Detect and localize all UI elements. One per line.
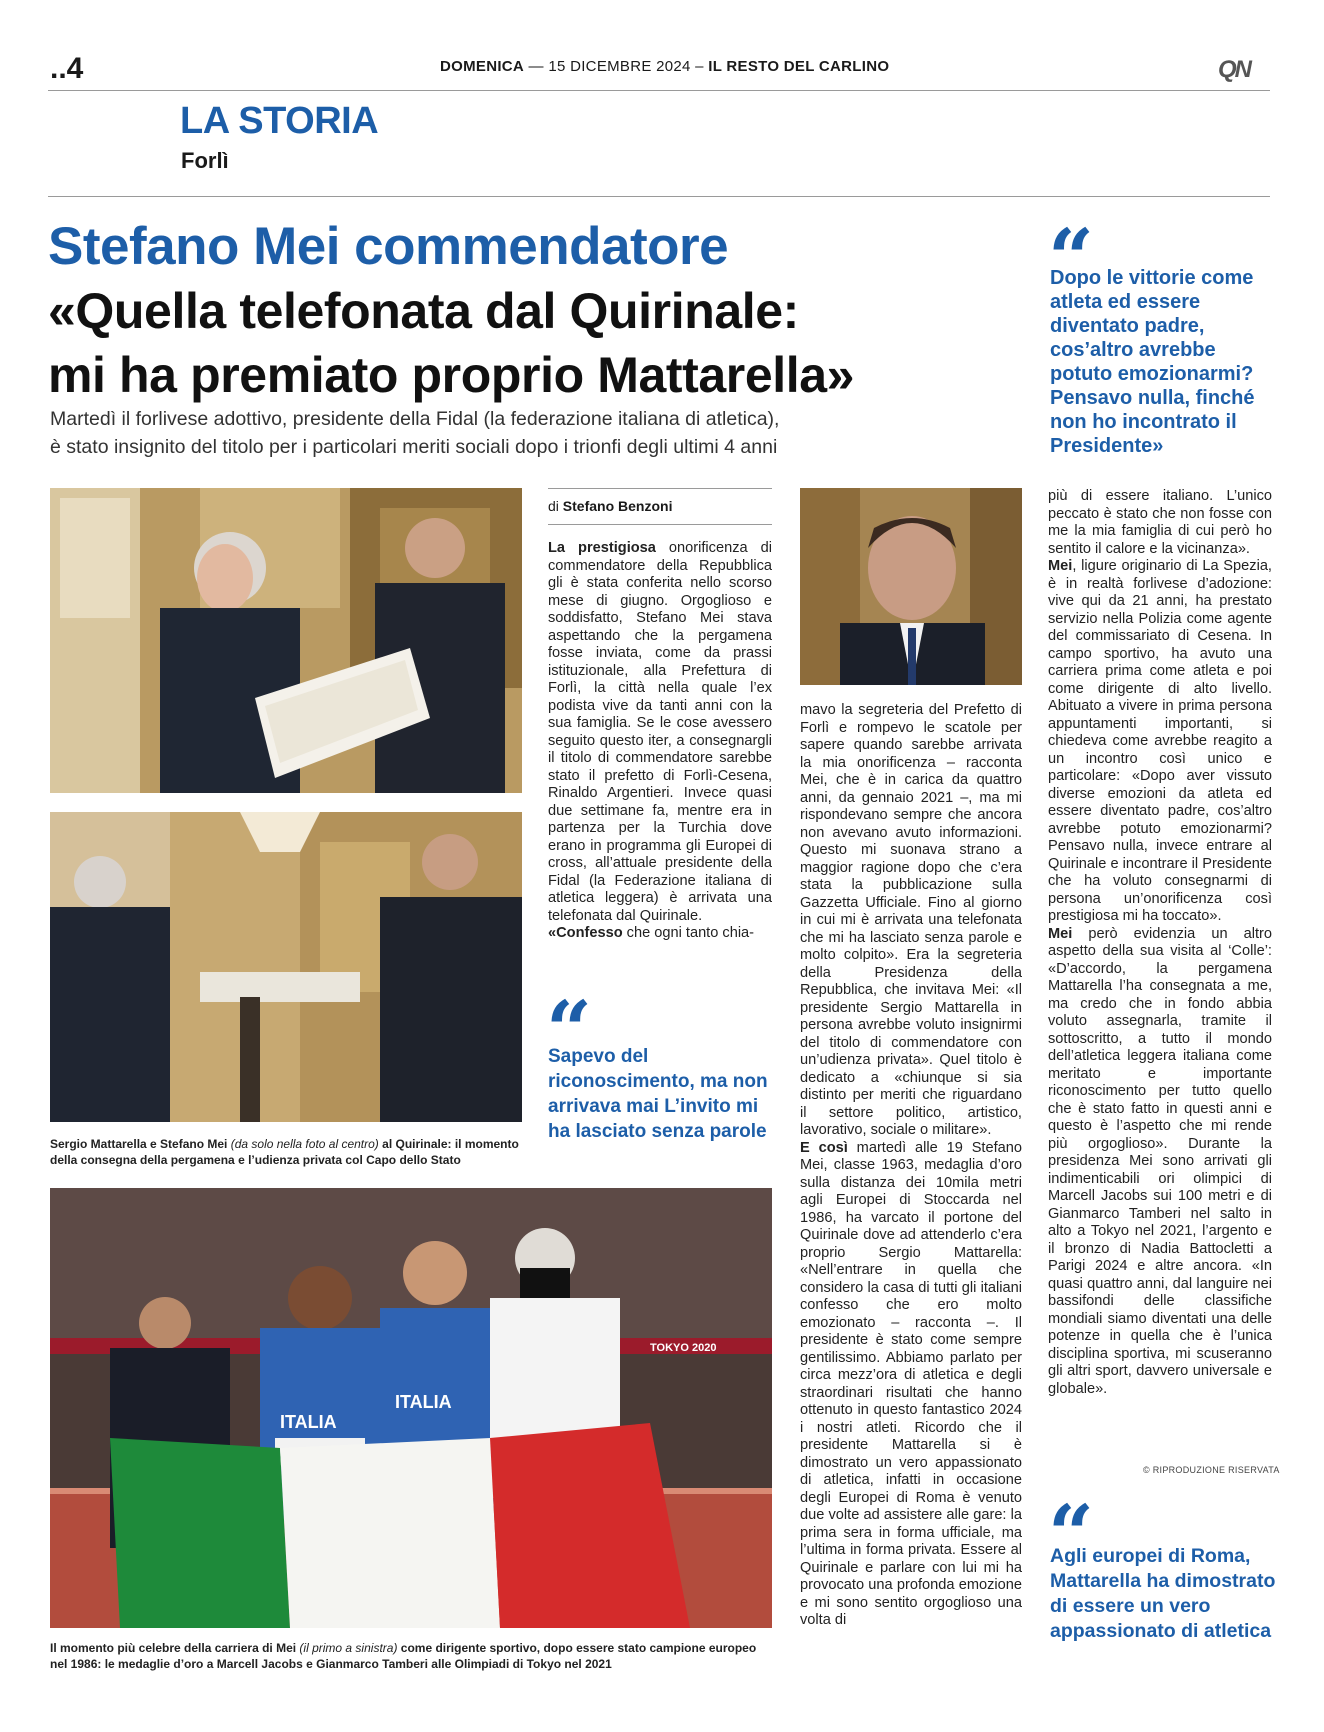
masthead-dash: – [695,58,704,75]
masthead-date: 15 DICEMBRE 2024 [548,58,691,75]
subheadline-line-2: è stato insignito del titolo per i particolari meriti sociali dopo i trionfi degli ultimi 4 anni [50,436,778,458]
quote-mark-icon [1048,1494,1094,1540]
copyright-notice: © RIPRODUZIONE RISERVATA [1143,1465,1280,1475]
photo-portrait-mei [800,488,1022,685]
col1-lead-2: «Confesso [548,925,623,941]
pull-quote-3: Agli europei di Roma, Mattarella ha dimostrato di essere un vero appassionato di atletica [1050,1545,1276,1642]
caption-2-part-b: (il primo a sinistra) [299,1641,398,1655]
byline-author: Stefano Benzoni [562,498,673,514]
caption-1-part-b: (da solo nella foto al centro) [230,1137,379,1151]
photo-caption-1 [50,1136,530,1168]
caption-1-part-c: al Quirinale: il momento della consegna della pergamena e l’udienza privata col Capo dello Stato [50,1137,519,1167]
article-column-3 [1048,488,1272,1398]
headline-line-1: «Quella telefonata dal Quirinale: [48,283,799,339]
caption-2-part-c: come dirigente sportivo, dopo essere stato campione europeo nel 1986: le medaglie d’oro a Marcell Jacobs e Gianmarco Tamberi alle Olimpiadi di Tokyo nel 2021 [50,1641,757,1671]
byline-rule-bottom [548,524,772,525]
section-place: Forlì [181,148,229,173]
byline-prefix: di [548,498,559,514]
col3-lead-2: Mei [1048,925,1073,942]
section-title: LA STORIA [180,100,379,142]
masthead-day: DOMENICA [440,58,525,75]
col3-text-2: , ligure originario di La Spezia, è in realtà forlivese d’adozione: vive qui da 21 anni, ha prestato servizio nella Polizia come agente del commissariato di Cesena. In campo sportivo, ha avuto una carriera prima come atleta e poi come dirigente di alto livello. Abituato a vivere in prima persona appuntamenti importanti, si chiedeva come avrebbe reagito a un incontro così unico e particolare: «Dopo aver vissuto diverse emozioni da atleta ed essere diventato padre, cos’altro avrebbe potuto emozionarmi? Pensavo nulla, invece entrare al Quirinale e incontrare il Presidente che ha voluto consegnarmi di persona un’onorificenza così prestigiosa mi ha toccato». [1048,558,1272,924]
caption-2-part-a: Il momento più celebre della carriera di Mei [50,1641,300,1655]
col3-text-3: però evidenzia un altro aspetto della sua visita al ‘Colle’: «D’accordo, la pergamena Mattarella l’ha consegnata a me, ma credo che in fondo abbia voluto assegnarla, tramite il sottoscritto, a tutto il mondo dell’atletica leggera italiana come meritato e importante riconoscimento per tutto quello che è stato fatto in questi anni e questo è l’aspetto che mi rende più orgoglioso». Durante la presidenza Mei sono arrivati gli indimenticabili ori olimpici di Marcell Jacobs sui 100 metri e di Gianmarco Tamberi nel salto in alto a Tokyo nel 2021, l’argento e il bronzo di Nadia Battocletti a Parigi 2024 e altre ancora. «In quasi quattro anni, dal languire nei bassifondi delle classifiche mondiali siamo diventati una delle potenze in quella che è l’unica disciplina sportiva, mi scuseranno gli altri sport, davvero universale e globale». [1048,925,1272,1397]
photo-parchment-handover [50,488,522,793]
headline-line-2: mi ha premiato proprio Mattarella» [48,347,855,403]
page-number: ..4 [50,52,84,85]
col3-text: più di essere italiano. L’unico peccato è stato che non fosse con me la mia famiglia di cui però ho sentito il calore e la vicinanza». [1048,488,1272,557]
col2-lead: E così [800,1139,848,1156]
byline-rule [548,488,772,489]
byline [548,498,772,514]
quote-mark-icon [1048,218,1094,264]
article-column-1 [548,540,772,943]
jersey-text-2: ITALIA [395,1392,452,1412]
header-rule [48,90,1270,91]
masthead [440,58,889,75]
photo-caption-2 [50,1640,772,1672]
photo-private-audience [50,812,522,1122]
col1-lead: La prestigiosa [548,540,656,556]
masthead-separator: — [528,58,544,75]
headline-kicker: Stefano Mei commendatore [48,217,729,276]
photo-tokyo-2020-celebration [50,1188,772,1628]
section-rule [48,196,1270,197]
subheadline-line-1: Martedì il forlivese adottivo, presidente della Fidal (la federazione italiana di atletica), [50,408,780,430]
quote-mark-icon [546,990,592,1036]
article-column-2 [800,702,1022,1630]
col1-text-2: che ogni tanto chia- [622,925,755,941]
col2-text: mavo la segreteria del Prefetto di Forlì e rompevo le scatole per sapere quando sarebbe arrivata la mia onorificenza – racconta Mei, che è in carica da quattro anni, da gennaio 2021 –, ma mi rispondevano sempre che ancora non avevano avuto informazioni. Questo mi suonava strano a maggior ragione dopo che c’era stata la pubblicazione sulla Gazzetta Ufficiale. Fino al giorno in cui mi è arrivata una telefonata che mi ha lasciato senza parole e molto colpito». Era la segreteria della Presidenza della Repubblica, che invitava Mei: «Il presidente Sergio Mattarella in persona avrebbe voluto insignirmi del titolo di commendatore con un’udienza privata». Quel titolo è dedicato a «chiunque si sia distinto per meriti che riguardano il settore politico, artistico, lavorativo, sociale o militare». [800,702,1022,1138]
col3-lead: Mei [1048,558,1073,574]
col1-text: onorificenza di commendatore della Repubblica gli è stata conferita nello scorso mese di giugno. Orgoglioso e soddisfatto, Stefano Mei stava aspettando che la pergamena fosse inviata, come da prassi istituzionale, alla Prefettura di Forlì, la città nella quale l’ex podista vive da tanti anni con la sua famiglia. Se le cose avessero seguito questo iter, a consegnargli il titolo di commendatore sarebbe stato il prefetto di Forlì-Cesena, Rinaldo Argentieri. Invece quasi due settimane fa, mentre era in partenza per la Turchia dove erano in programma gli Europei di cross, all’attuale presidente della Fidal (la Federazione italiana di atletica leggera) è arrivata una telefonata dal Quirinale. [548,540,772,924]
pull-quote-2: Sapevo del riconoscimento, ma non arrivava mai L’invito mi ha lasciato senza parole [548,1046,768,1142]
pull-quote-1: Dopo le vittorie come atleta ed essere diventato padre, cos’altro avrebbe potuto emozionarmi? Pensavo nulla, finché non ho incontrato il Presidente» [1050,267,1255,457]
qn-logo: QN [1218,56,1250,83]
jersey-text-1: ITALIA [280,1412,337,1432]
masthead-newspaper: IL RESTO DEL CARLINO [708,58,890,75]
col2-text-2: martedì alle 19 Stefano Mei, classe 1963, medaglia d’oro sulla distanza dei 10mila metri agli Europei di Stoccarda nel 1986, ha varcato il portone del Quirinale dove ad attenderlo c’era proprio Sergio Mattarella: «Nell’entrare in quella che considero la casa di tutti gli italiani confesso che ero molto emozionato – racconta –. Il presidente è stato come sempre gentilissimo. Abbiamo parlato per circa mezz’ora di atletica e degli straordinari risultati che hanno ottenuto in questo fantastico 2024 i nostri atleti. Ricordo che il presidente Mattarella si è dimostrato un vero appassionato di atletica, infatti in occasione degli Europei di Roma è venuto due volte ad assistere alle gare: la prima sera in forma ufficiale, ma l’ultima in forma privata. Essere al Quirinale e parlare con lui mi ha provocato una profonda emozione e mi sono sentito orgoglioso una volta di [800,1139,1023,1628]
caption-1-part-a: Sergio Mattarella e Stefano Mei [50,1137,231,1151]
tokyo-banner-text: TOKYO 2020 [650,1342,717,1354]
